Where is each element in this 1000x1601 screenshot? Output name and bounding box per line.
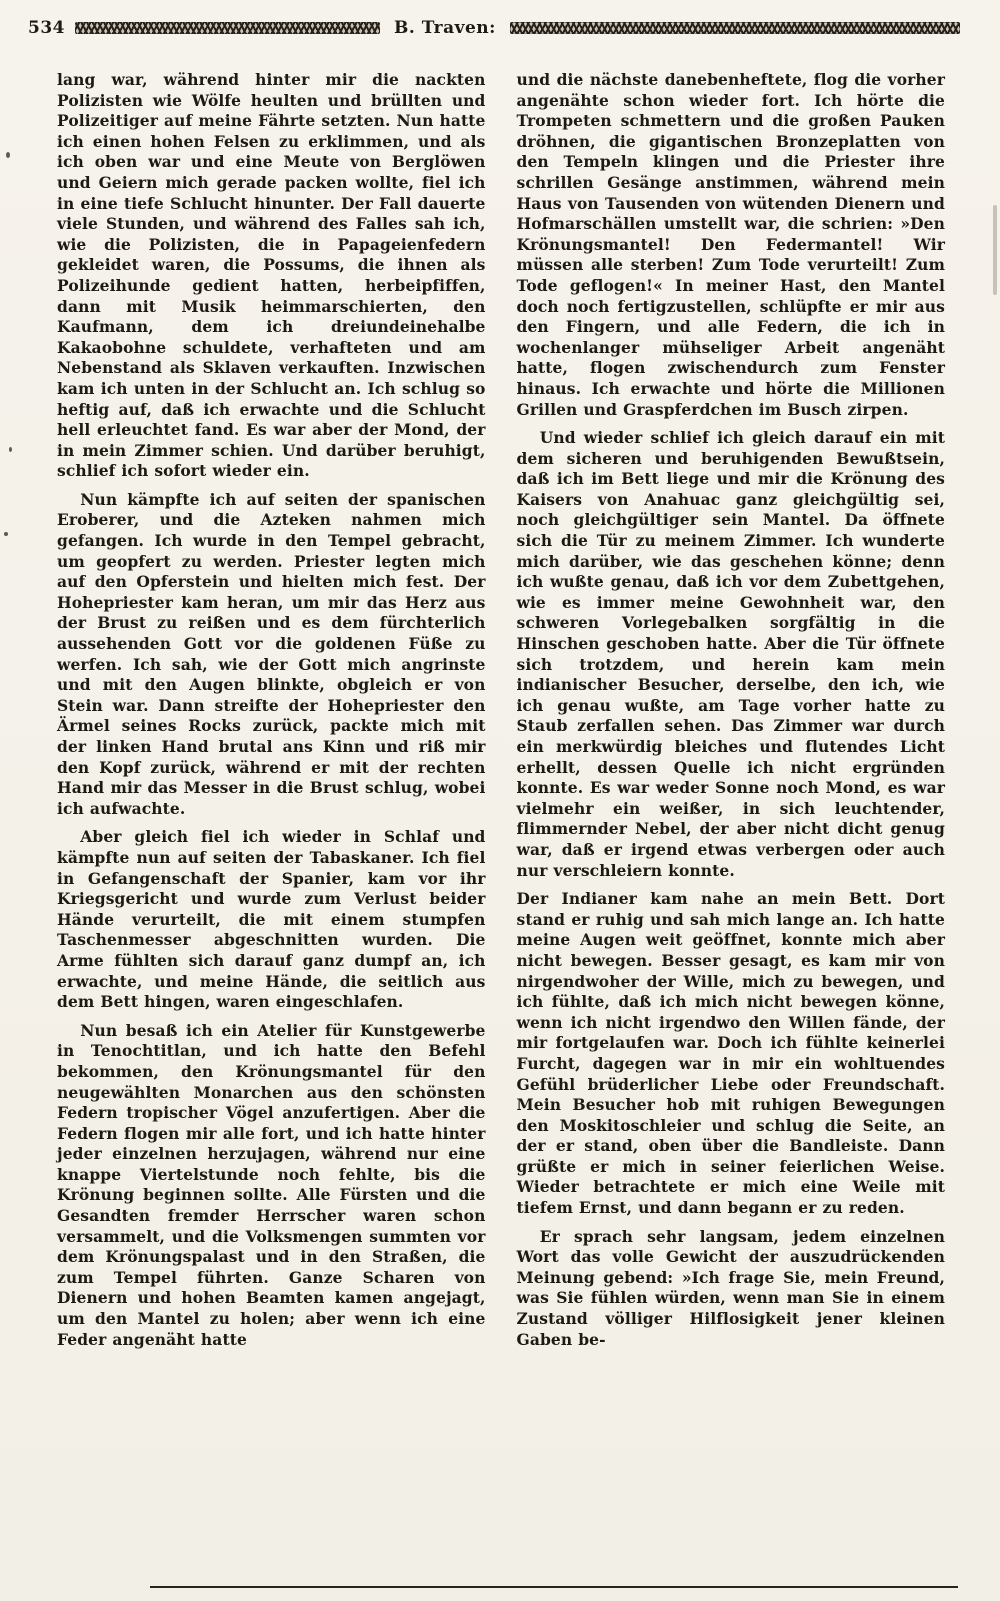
running-head-author: B. Traven:: [394, 18, 496, 38]
scan-speck: [6, 152, 10, 158]
paragraph-continuation: und die nächste danebenheftete, flog die vorher angenähte schon wieder fort. Ich hörte die Trompeten schmettern und die großen Pauken dröhnen, die gigantischen Bronzeplatten von den Tempeln klingen und die Priester ihre schrillen Gesänge anstimmen, während mein Haus von Tausenden von wütenden Dienern und Hofmarschällen umstellt war, die schrien: »Den Krönungsmantel! Den Federmantel! Wir müssen alle sterben! Zum Tode verurteilt! Zum Tode geflogen!« In meiner Hast, den Mantel doch noch fertigzustellen, schlüpfte er mir aus den Fingern, und alle Federn, die ich in wochenlanger mühseliger Arbeit angenäht hatte, flogen zwischendurch zum Fenster hinaus. Ich erwachte und hörte die Millionen Grillen und Graspferdchen im Busch zirpen.: [516, 70, 945, 419]
paragraph-continuation: lang war, während hinter mir die nackten Polizisten wie Wölfe heulten und brüllten und Polizeitiger auf meine Fährte setzten. Nun hatte ich einen hohen Felsen zu erklimmen, und als ich oben war und eine Meute von Berglöwen und Geiern mich gerade packen wollte, fiel ich in eine tiefe Schlucht hinunter. Der Fall dauerte viele Stunden, und während des Falles sah ich, wie die Polizisten, die in Papageienfedern gekleidet waren, die Possums, die ihnen als Polizeihunde gedient hatten, herbeipfiffen, dann mit Musik heimmarschierten, den Kaufmann, dem ich dreiundeinehalbe Kakaobohne schuldete, verhafteten und am Nebenstand als Sklaven verkauften. Inzwischen kam ich unten in der Schlucht an. Ich schlug so heftig auf, daß ich erwachte und die Schlucht hell erleuchtet fand. Es war aber der Mond, der in mein Zimmer schien. Und darüber beruhigt, schlief ich sofort wieder ein.: [57, 70, 486, 481]
text-columns: [57, 70, 945, 1350]
scan-speck: [4, 532, 8, 536]
paragraph: Aber gleich fiel ich wieder in Schlaf und kämpfte nun auf seiten der Tabaskaner. Ich fiel in Gefangenschaft der Spanier, kam vor ihr Kriegsgericht und wurde zum Verlust beider Hände verurteilt, die mit einem stumpfen Taschenmesser abgeschnitten wurden. Die Arme fühlten sich darauf ganz dumpf an, ich erwachte, und meine Hände, die seitlich aus dem Bett hingen, waren eingeschlafen.: [57, 827, 486, 1012]
page-number: 534: [28, 18, 65, 38]
running-head: [28, 18, 960, 38]
right-column: [517, 70, 946, 1350]
paragraph: Der Indianer kam nahe an mein Bett. Dort stand er ruhig und sah mich lange an. Ich hatte meine Augen weit geöffnet, konnte mich aber nicht bewegen. Besser gesagt, es kam mir von nirgendwoher der Wille, mich zu bewegen, und ich fühlte, daß ich mich nicht bewegen könne, wenn ich nicht irgendwo den Willen fände, der mir fortgelaufen war. Doch ich fühlte keinerlei Furcht, dagegen war in mir ein wohltuendes Gefühl brüderlicher Liebe oder Freundschaft. Mein Besucher hob mit ruhigen Bewegungen den Moskitoschleier und schlug die Seite, an der er stand, oben über die Bandleiste. Dann grüßte er mich in seiner feierlichen Weise. Wieder betrachtete er mich eine Weile mit tiefem Ernst, und dann begann er zu reden.: [516, 889, 945, 1218]
bottom-rule: [150, 1586, 958, 1588]
ornament-band-left: [75, 22, 380, 34]
paragraph: Nun kämpfte ich auf seiten der spanischen Eroberer, und die Azteken nahmen mich gefangen. Ich wurde in den Tempel gebracht, um geopfert zu werden. Priester legten mich auf den Opferstein und hielten mich fest. Der Hohepriester kam heran, um mir das Herz aus der Brust zu reißen und es dem fürchterlich aussehenden Gott vor die goldenen Füße zu werfen. Ich sah, wie der Gott mich angrinste und mit den Augen blinkte, obgleich er von Stein war. Dann streifte der Hohepriester den Ärmel seines Rocks zurück, packte mich mit der linken Hand brutal ans Kinn und riß mir den Kopf zurück, während er mit der rechten Hand mir das Messer in die Brust schlug, wobei ich aufwachte.: [57, 489, 486, 818]
ornament-band-right: [510, 22, 960, 34]
paragraph: Und wieder schlief ich gleich darauf ein mit dem sicheren und beruhigenden Bewußtsein, daß ich im Bett liege und mir die Krönung des Kaisers von Anahuac ganz gleichgültig sei, noch gleichgültiger sein Mantel. Da öffnete sich die Tür zu meinem Zimmer. Ich wunderte mich darüber, wie das geschehen könne; denn ich wußte genau, daß ich vor dem Zubettgehen, wie es immer meine Gewohnheit war, den schweren Vorlegebalken sorgfältig in die Hinschen geschoben hatte. Aber die Tür öffnete sich trotzdem, und herein kam mein indianischer Besucher, derselbe, den ich, wie ich genau wußte, am Tage vorher hatte zu Staub zerfallen sehen. Das Zimmer war durch ein merkwürdig bleiches und flutendes Licht erhellt, dessen Quelle ich nicht ergründen konnte. Es war weder Sonne noch Mond, es war vielmehr ein weißer, in sich leuchtender, flimmernder Nebel, der aber nicht dicht genug war, daß er irgend etwas verbergen oder auch nur verschleiern konnte.: [516, 428, 945, 880]
paragraph: Er sprach sehr langsam, jedem einzelnen Wort das volle Gewicht der auszudrückenden Meinung gebend: »Ich frage Sie, mein Freund, was Sie fühlen würden, wenn man Sie in einem Zustand völliger Hilflosigkeit jener kleinen Gaben be-: [516, 1226, 945, 1349]
paragraph: Nun besaß ich ein Atelier für Kunstgewerbe in Tenochtitlan, und ich hatte den Befehl bekommen, den Krönungsmantel für den neugewählten Monarchen aus den schönsten Federn tropischer Vögel anzufertigen. Aber die Federn flogen mir alle fort, und ich hatte hinter jeder einzelnen herzujagen, während nur eine knappe Viertelstunde noch fehlte, bis die Krönung beginnen sollte. Alle Fürsten und die Gesandten fremder Herrscher waren schon versammelt, und die Volksmengen summten vor dem Krönungspalast und in den Straßen, die zum Tempel führten. Ganze Scharen von Dienern und hohen Beamten kamen angejagt, um den Mantel zu holen; aber wenn ich eine Feder angenäht hatte: [57, 1020, 486, 1349]
scan-edge-artifact: [993, 205, 997, 295]
left-column: [57, 70, 486, 1350]
scan-speck: [9, 447, 12, 452]
